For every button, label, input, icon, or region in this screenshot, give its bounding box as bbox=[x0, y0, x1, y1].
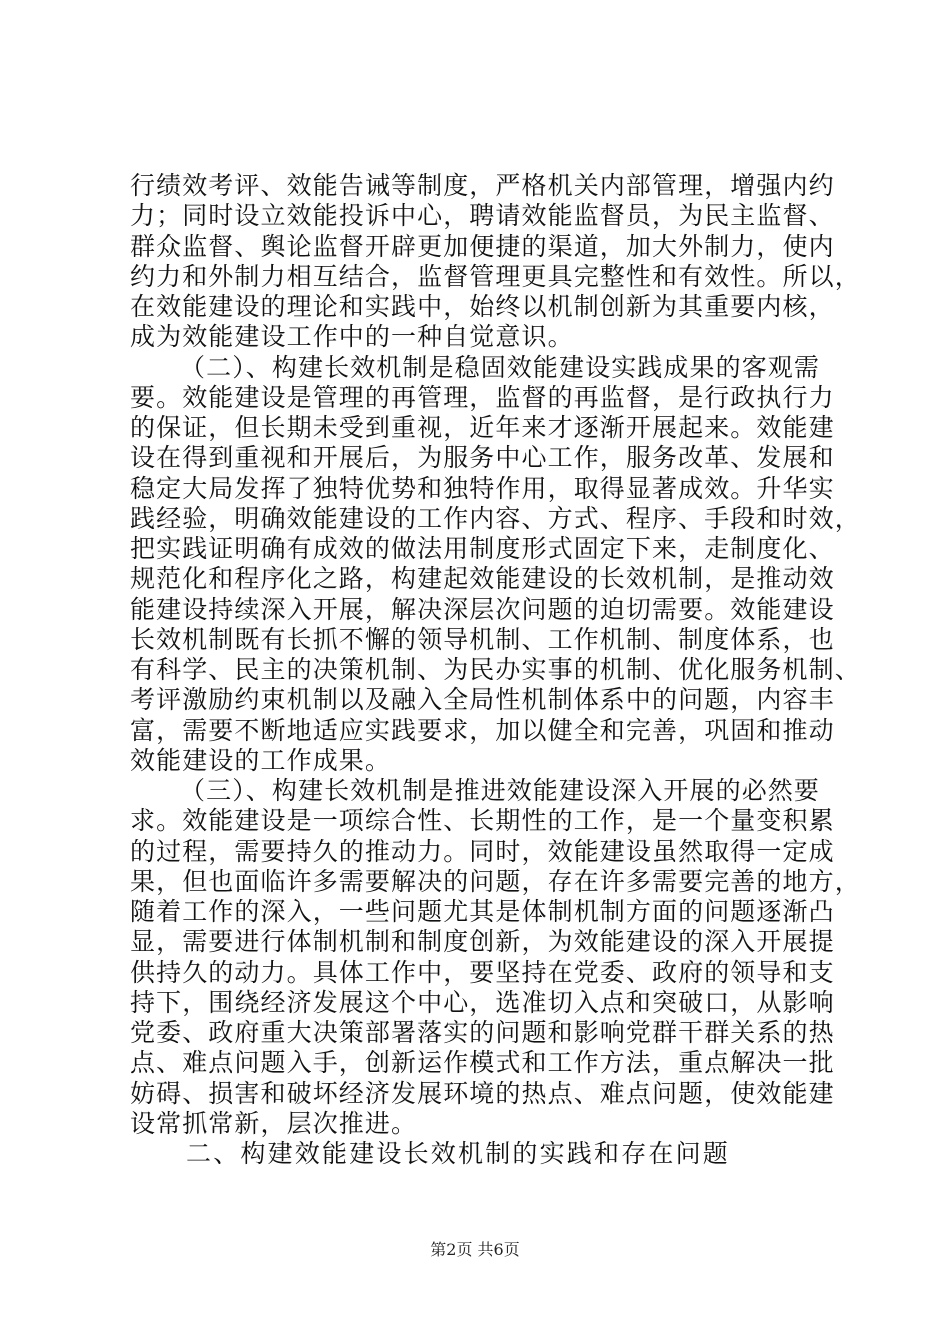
text-line: 的过程，需要持久的推动力。同时，效能建设虽然取得一定成 bbox=[130, 836, 835, 866]
text-line: 富，需要不断地适应实践要求，加以健全和完善，巩固和推动 bbox=[130, 715, 835, 745]
text-line: 群众监督、舆论监督开辟更加便捷的渠道，加大外制力，使内 bbox=[130, 231, 835, 261]
text-line: 成为效能建设工作中的一种自觉意识。 bbox=[130, 322, 574, 352]
text-line: 力；同时设立效能投诉中心，聘请效能监督员，为民主监督、 bbox=[130, 201, 835, 231]
body-text bbox=[130, 171, 861, 1169]
text-line: 设常抓常新，层次推进。 bbox=[130, 1108, 418, 1138]
page-footer bbox=[0, 1240, 950, 1260]
section-heading: 二、构建效能建设长效机制的实践和存在问题 bbox=[186, 1139, 731, 1168]
text-line: 随着工作的深入，一些问题尤其是体制机制方面的问题逐渐凸 bbox=[130, 897, 835, 926]
text-line: 果，但也面临许多需要解决的问题，存在许多需要完善的地方， bbox=[130, 866, 861, 896]
text-line: 妨碍、损害和破坏经济发展环境的热点、难点问题，使效能建 bbox=[130, 1078, 835, 1108]
text-line: 约力和外制力相互结合，监督管理更具完整性和有效性。所以， bbox=[130, 261, 861, 291]
text-line: 考评激励约束机制以及融入全局性机制体系中的问题，内容丰 bbox=[130, 685, 835, 715]
text-line: 党委、政府重大决策部署落实的问题和影响党群干群关系的热 bbox=[130, 1018, 835, 1047]
text-line: 把实践证明确有成效的做法用制度形式固定下来，走制度化、 bbox=[130, 534, 835, 563]
text-line: 求。效能建设是一项综合性、长期性的工作，是一个量变积累 bbox=[130, 806, 835, 836]
text-line: 显，需要进行体制机制和制度创新，为效能建设的深入开展提 bbox=[130, 927, 835, 957]
text-line: 稳定大局发挥了独特优势和独特作用，取得显著成效。升华实 bbox=[130, 473, 835, 503]
text-line: 践经验，明确效能建设的工作内容、方式、程序、手段和时效， bbox=[130, 503, 861, 533]
text-line: 设在得到重视和开展后，为服务中心工作，服务改革、发展和 bbox=[130, 443, 835, 473]
text-line: 效能建设的工作成果。 bbox=[130, 745, 392, 775]
text-line: 的保证，但长期未受到重视，近年来才逐渐开展起来。效能建 bbox=[130, 413, 835, 442]
paragraph-start-line: （二）、构建长效机制是稳固效能建设实践成果的客观需 bbox=[180, 352, 821, 382]
page-number: 第2页 共6页 bbox=[430, 1240, 520, 1259]
paragraph-start-line: （三）、构建长效机制是推进效能建设深入开展的必然要 bbox=[180, 776, 821, 805]
text-line: 能建设持续深入开展，解决深层次问题的迫切需要。效能建设 bbox=[130, 594, 835, 624]
text-line: 供持久的动力。具体工作中，要坚持在党委、政府的领导和支 bbox=[130, 957, 835, 987]
text-line: 点、难点问题入手，创新运作模式和工作方法，重点解决一批 bbox=[130, 1048, 835, 1078]
text-line: 行绩效考评、效能告诫等制度，严格机关内部管理，增强内约 bbox=[130, 171, 835, 200]
text-line: 在效能建设的理论和实践中，始终以机制创新为其重要内核， bbox=[130, 292, 835, 321]
text-line: 长效机制既有长抓不懈的领导机制、工作机制、制度体系，也 bbox=[130, 624, 835, 654]
text-line: 要。效能建设是管理的再管理，监督的再监督，是行政执行力 bbox=[130, 382, 835, 412]
text-line: 持下，围绕经济发展这个中心，选准切入点和突破口，从影响 bbox=[130, 987, 835, 1017]
text-line: 规范化和程序化之路，构建起效能建设的长效机制，是推动效 bbox=[130, 564, 835, 594]
text-line: 有科学、民主的决策机制、为民办实事的机制、优化服务机制、 bbox=[130, 655, 861, 684]
